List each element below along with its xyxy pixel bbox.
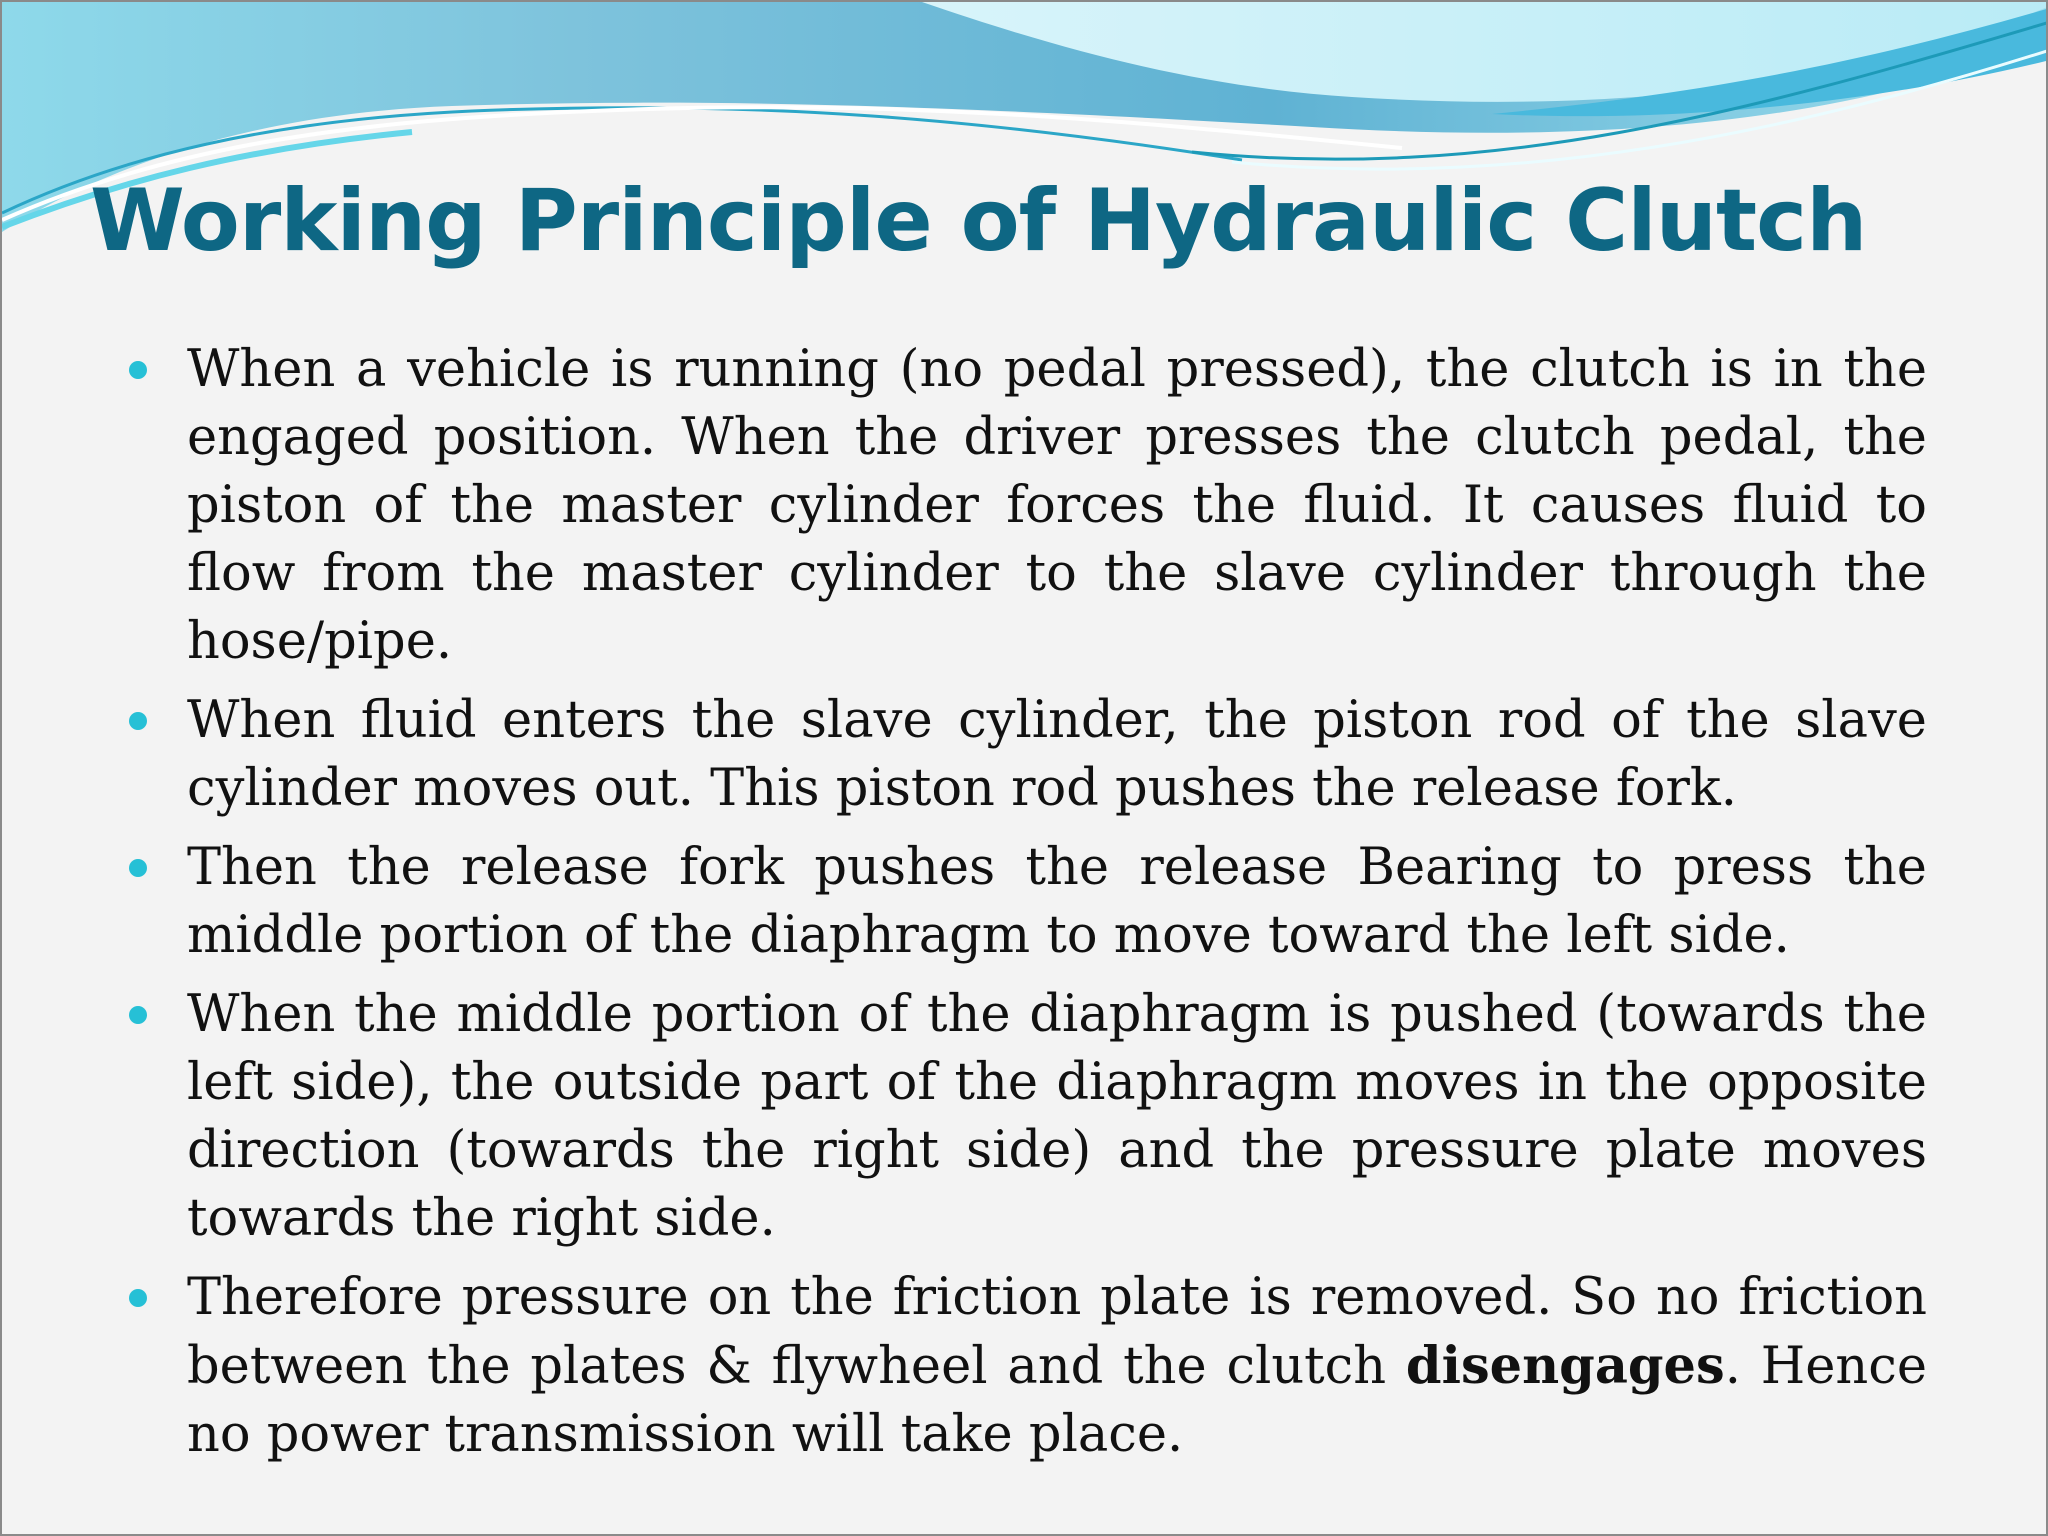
bullet-bold-text: disengages — [1405, 1336, 1725, 1396]
bullet-item — [187, 687, 1927, 823]
bullet-text: When the middle portion of the diaphragm is pushed (towards the left side), the outside part of the diaphragm moves in the opposite direction (towards the right side) and the pressure plate moves towards the right side. — [187, 985, 1927, 1248]
slide-title: Working Principle of Hydraulic Clutch — [90, 171, 1867, 271]
bullet-item — [187, 834, 1927, 970]
bullet-icon — [129, 361, 147, 379]
bullet-icon — [129, 859, 147, 877]
bullet-text: Then the release fork pushes the release Bearing to press the middle portion of the diaphragm to move toward the left side. — [187, 838, 1927, 965]
bullet-item — [187, 336, 1927, 676]
bullet-icon — [129, 1289, 147, 1307]
bullet-icon — [129, 712, 147, 730]
bullet-icon — [129, 1006, 147, 1024]
bullet-text-before: Therefore pressure on the friction plate is removed. So no friction between the plates & flywheel and the clutch — [187, 1268, 1927, 1396]
bullet-item — [187, 1264, 1927, 1469]
bullet-text: When fluid enters the slave cylinder, the piston rod of the slave cylinder moves out. This piston rod pushes the release fork. — [187, 691, 1927, 818]
bullet-list — [187, 336, 1927, 1480]
bullet-item — [187, 981, 1927, 1253]
bullet-text-after: . Hence no power transmission will take place. — [187, 1337, 1927, 1464]
bullet-text: When a vehicle is running (no pedal pressed), the clutch is in the engaged position. When the driver presses the clutch pedal, the piston of the master cylinder forces the fluid. It causes fluid to flow from the master cylinder to the slave cylinder through the hose/pipe. — [187, 340, 1927, 671]
